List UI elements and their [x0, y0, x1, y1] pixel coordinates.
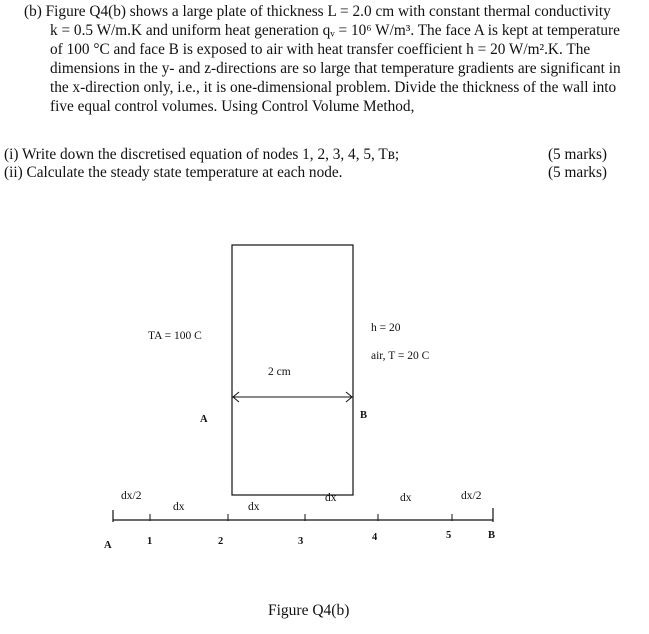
- marks-ii: (5 marks): [547, 164, 607, 181]
- spacing-label: dx: [400, 492, 412, 504]
- problem-line: (b) Figure Q4(b) shows a large plate of thickness L = 2.0 cm with constant thermal conductivity: [24, 3, 611, 20]
- node-label-b: B: [488, 530, 496, 541]
- plate-outline: [232, 245, 353, 495]
- marks-i: (5 marks): [547, 146, 607, 163]
- problem-line: dimensions in the y- and z-directions are so large that temperature gradients are significant in: [50, 60, 621, 77]
- node-label-4: 4: [372, 532, 378, 543]
- node-label-5: 5: [446, 530, 452, 541]
- question-ii: (ii) Calculate the steady state temperature at each node.: [4, 164, 343, 181]
- h-label: h = 20: [371, 322, 401, 334]
- problem-line: five equal control volumes. Using Control Volume Method,: [50, 98, 415, 115]
- face-b-label: B: [360, 410, 368, 421]
- spacing-label: dx: [325, 492, 337, 504]
- node-label-3: 3: [298, 536, 304, 547]
- problem-line: of 100 °C and face B is exposed to air with heat transfer coefficient h = 20 W/m².K. The: [50, 41, 591, 58]
- spacing-label: dx/2: [461, 490, 482, 502]
- face-a-label: A: [200, 414, 208, 425]
- spacing-label: dx/2: [121, 490, 142, 502]
- figure-caption: Figure Q4(b): [268, 602, 350, 619]
- problem-line: the x-direction only, i.e., it is one-dimensional problem. Divide the thickness of the wall into: [50, 79, 617, 96]
- problem-line: k = 0.5 W/m.K and uniform heat generation qᵥ = 10⁶ W/m³. The face A is kept at temperature: [50, 22, 620, 39]
- node-label-1: 1: [147, 536, 153, 547]
- question-i: (i) Write down the discretised equation of nodes 1, 2, 3, 4, 5, Tʙ;: [4, 146, 400, 163]
- thickness-label: 2 cm: [268, 366, 291, 378]
- node-label-2: 2: [218, 536, 224, 547]
- ta-label: TA = 100 C: [148, 330, 202, 342]
- node-label-a: A: [104, 540, 112, 551]
- spacing-label: dx: [173, 501, 185, 513]
- spacing-label: dx: [248, 501, 260, 513]
- air-label: air, T = 20 C: [371, 350, 430, 362]
